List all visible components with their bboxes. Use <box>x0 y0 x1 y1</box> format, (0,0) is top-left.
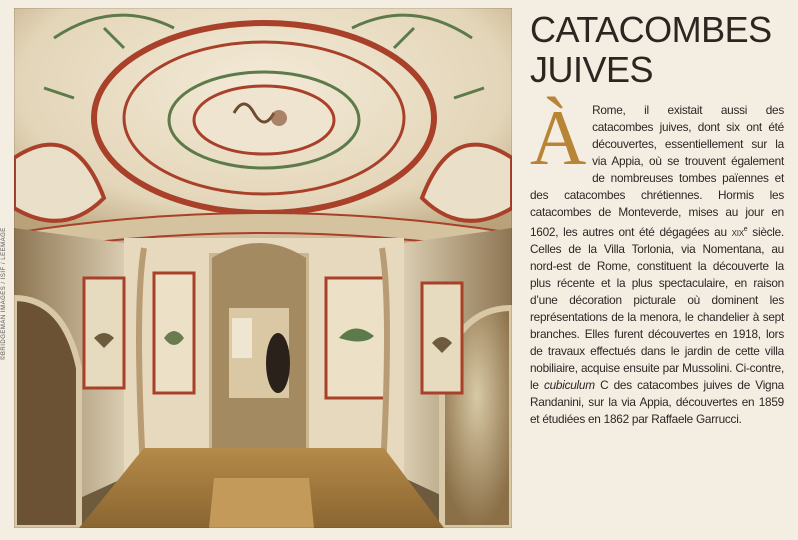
title-line-2: JUIVES <box>530 49 654 90</box>
photo-credit: ©BRIDGEMAN IMAGES / ISIF / LEEMAGE <box>1 227 7 360</box>
article-column <box>530 10 784 530</box>
body-part-a: Rome, il existait aussi des catacombes juives, dont six ont été découvertes, essentiellement sur la via Appia, où se trouvent également de nombreuses tombes païennes et des catacombes chrétiennes. Hormis les catacombes de Monteverde, mises au jour en 1602, les autres ont été dégagées au <box>530 103 784 239</box>
article-title <box>530 10 784 90</box>
catacomb-illustration <box>14 8 512 528</box>
century-suffix: e <box>743 226 748 233</box>
body-part-b: siècle. Celles de la Villa Torlonia, via Nomentana, au nord-est de Rome, constituent la découverte la plus récente et la plus spectaculaire, en raison d’une décoration picturale où dominent les représentations de la menora, le chandelier à sept branches. Elles furent découvertes en 1918, lors de travaux effectués dans le jardin de cette villa nobiliaire, acquise ensuite par Mussolini. Ci-contre, le <box>530 224 784 392</box>
century-numeral: xix <box>731 224 744 239</box>
drop-cap: À <box>530 94 587 181</box>
title-line-1: CATACOMBES <box>530 9 772 50</box>
catacomb-photo <box>14 8 512 528</box>
cubiculum-term: cubiculum <box>543 377 595 392</box>
body-part-c: C des catacombes juives de Vigna Randanini, sur la via Appia, découvertes en 1859 et étudiées en 1862 par Raffaele Garrucci. <box>530 377 784 426</box>
article-body <box>530 94 784 428</box>
